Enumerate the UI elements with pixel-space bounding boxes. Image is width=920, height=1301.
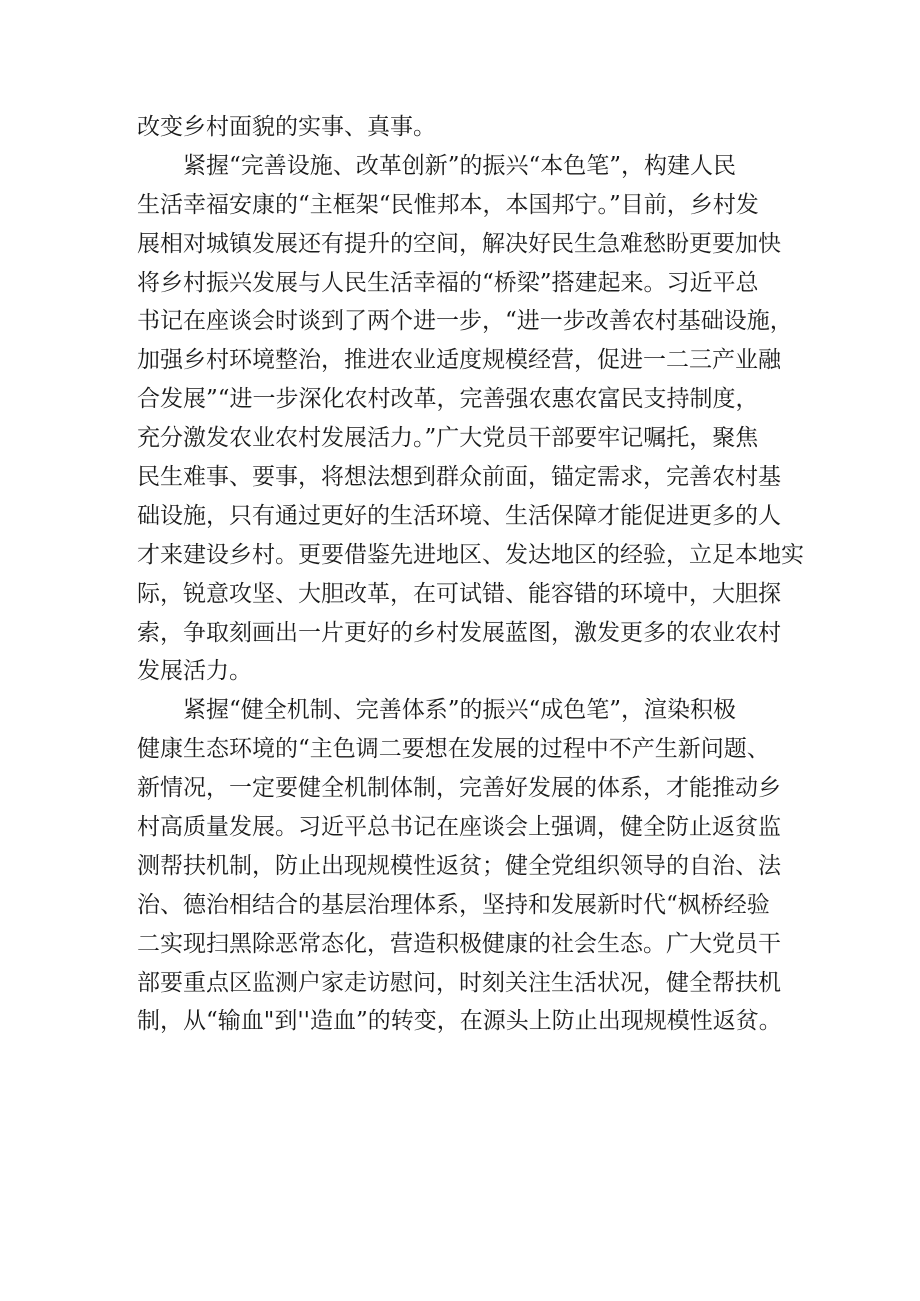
text-line: 紧握“健全机制、完善体系”的振兴“成色笔”，渲染积极 (183, 697, 737, 724)
text-line: 生活幸福安康的“主框架“民惟邦本，本国邦宁。”目前，乡村发 (137, 191, 759, 218)
text-line: 展相对城镇发展还有提升的空间，解决好民生急难愁盼更要加快 (137, 230, 781, 257)
text-line: 二实现扫黑除恶常态化，营造积极健康的社会生态。广大党员干 (137, 930, 781, 957)
text-line: 充分激发农业农村发展活力。”广大党员干部要牢记嘱托，聚焦 (137, 425, 759, 452)
text-line: 民生难事、要事，将想法想到群众前面，锚定需求，完善农村基 (137, 464, 781, 491)
text-line: 加强乡村环境整治，推进农业适度规模经营，促进一二三产业融 (137, 347, 781, 374)
text-line: 才来建设乡村。更要借鉴先进地区、发达地区的经验，立足本地实 (137, 541, 804, 568)
text-line: 制，从“输血"到''造血”的转变，在源头上防止出现规模性返贫。 (137, 1008, 782, 1035)
text-line: 治、德治相结合的基层治理体系，坚持和发展新时代“枫桥经验 (137, 891, 770, 918)
text-line: 础设施，只有通过更好的生活环境、生活保障才能促进更多的人 (137, 502, 781, 529)
document-body (137, 108, 809, 1041)
paragraph-1 (137, 108, 809, 147)
text-line: 书记在座谈会时谈到了两个进一步，“进一步改善农村基础设施， (137, 308, 793, 335)
text-line: 将乡村振兴发展与人民生活幸福的“桥梁”搭建起来。习近平总 (137, 269, 759, 296)
paragraph-2 (137, 147, 809, 691)
paragraph-3 (137, 691, 809, 1041)
text-line: 部要重点区监测户家走访慰问，时刻关注生活状况，健全帮扶机 (137, 969, 781, 996)
text-line: 紧握“完善设施、改革创新”的振兴“本色笔”，构建人民 (183, 152, 737, 179)
text-line: 索，争取刻画出一片更好的乡村发展蓝图，激发更多的农业农村 (137, 619, 781, 646)
text-line: 健康生态环境的“主色调二要想在发展的过程中不产生新问题、 (137, 736, 770, 763)
text-line: 新情况，一定要健全机制体制，完善好发展的体系，才能推动乡 (137, 775, 781, 802)
text-line: 合发展”“进一步深化农村改革，完善强农惠农富民支持制度， (137, 386, 759, 413)
text-line: 村高质量发展。习近平总书记在座谈会上强调，健全防止返贫监 (137, 814, 781, 841)
text-line: 发展活力。 (137, 658, 252, 685)
text-line: 改变乡村面貌的实事、真事。 (137, 114, 436, 140)
text-line: 测帮扶机制，防止出现规模性返贫；健全党组织领导的自治、法 (137, 852, 781, 879)
text-line: 际，锐意攻坚、大胆改革，在可试错、能容错的环境中，大胆探 (137, 580, 781, 607)
